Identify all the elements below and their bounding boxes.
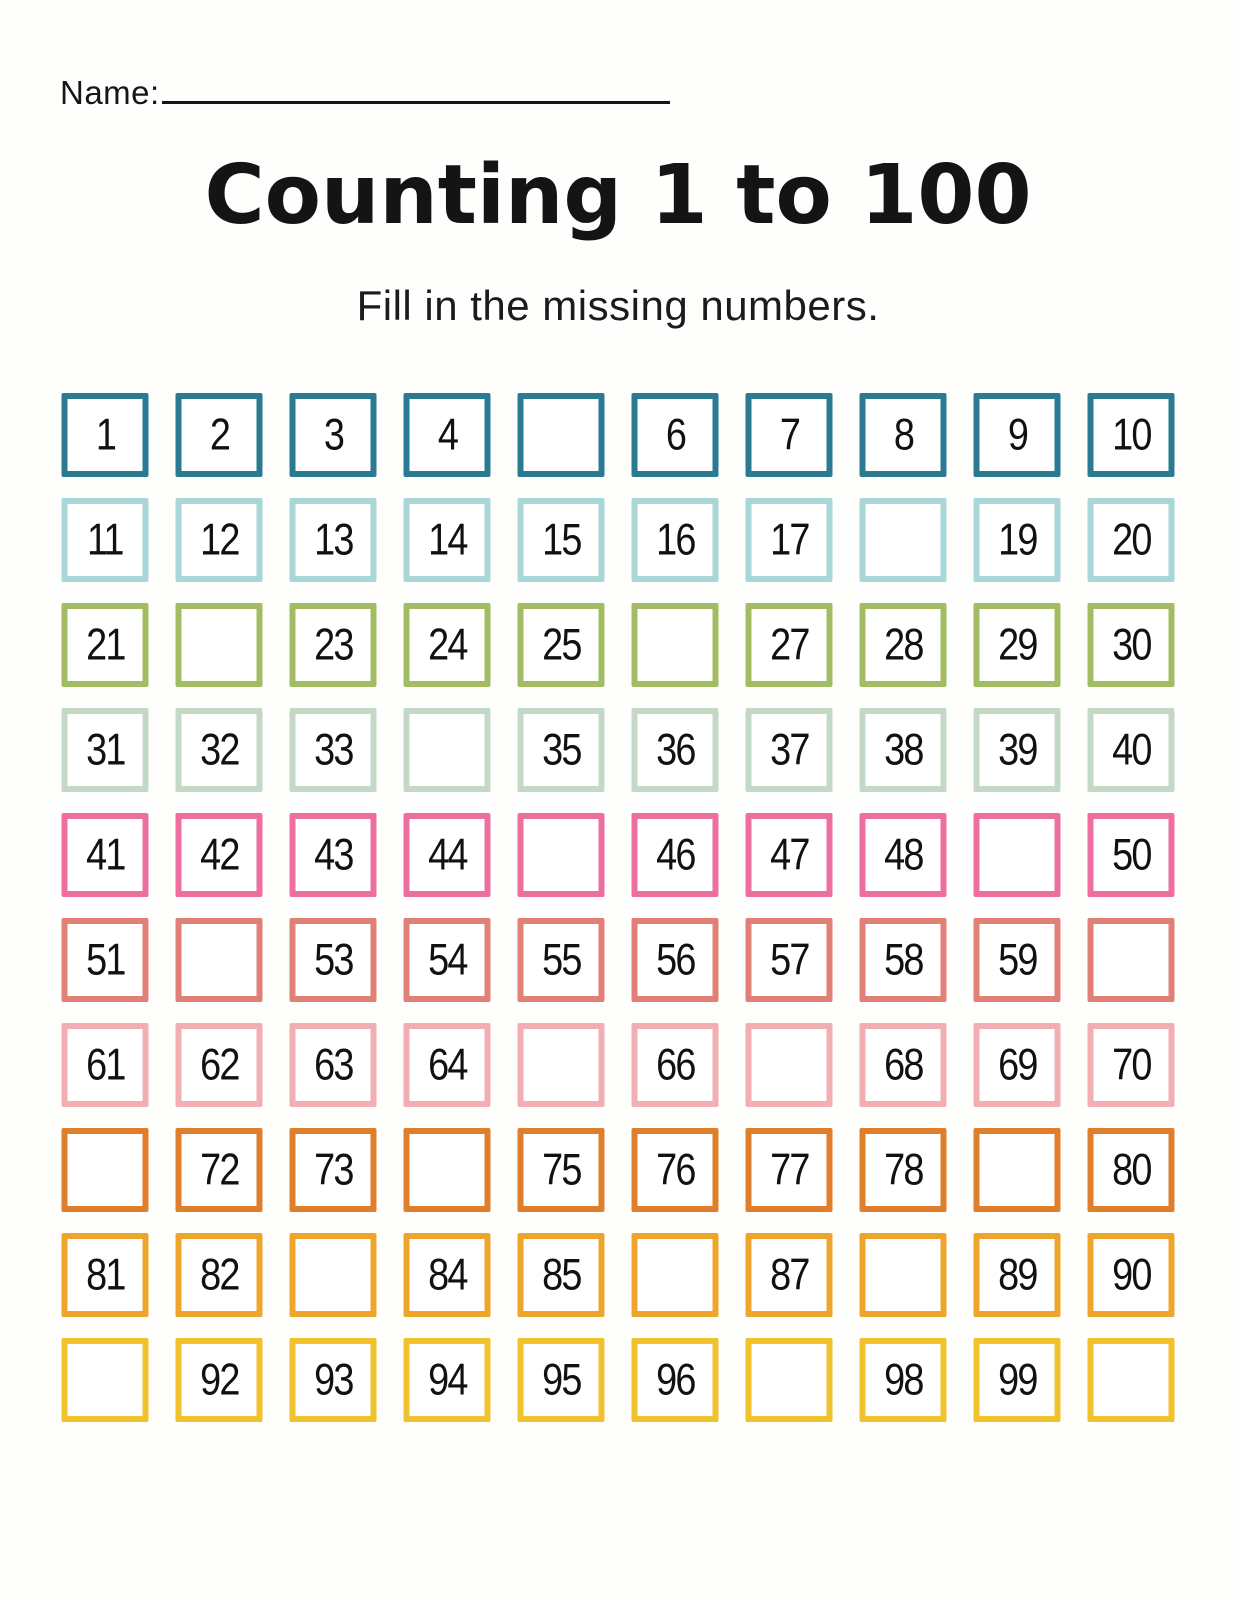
number-value: 41 bbox=[85, 829, 125, 880]
number-value: 9 bbox=[1007, 409, 1027, 460]
number-value: 15 bbox=[541, 514, 581, 565]
number-box bbox=[860, 918, 947, 1002]
number-box bbox=[632, 498, 719, 582]
number-value: 21 bbox=[85, 619, 125, 670]
number-box bbox=[290, 393, 377, 477]
number-value: 11 bbox=[87, 514, 123, 565]
number-box bbox=[62, 393, 149, 477]
number-box bbox=[746, 708, 833, 792]
missing-number-box[interactable] bbox=[518, 1023, 605, 1107]
missing-number-box[interactable] bbox=[974, 813, 1061, 897]
worksheet-title: Counting 1 to 100 bbox=[204, 148, 1032, 243]
number-box bbox=[62, 918, 149, 1002]
missing-number-box[interactable] bbox=[632, 603, 719, 687]
number-value: 84 bbox=[427, 1249, 467, 1300]
number-box bbox=[404, 498, 491, 582]
number-box bbox=[632, 708, 719, 792]
number-value: 38 bbox=[883, 724, 923, 775]
number-box bbox=[746, 393, 833, 477]
number-value: 77 bbox=[769, 1144, 809, 1195]
number-value: 89 bbox=[997, 1249, 1037, 1300]
number-box bbox=[404, 603, 491, 687]
number-box bbox=[62, 708, 149, 792]
number-box bbox=[404, 393, 491, 477]
number-box bbox=[974, 1023, 1061, 1107]
number-value: 46 bbox=[655, 829, 695, 880]
number-box bbox=[1088, 498, 1175, 582]
number-box bbox=[290, 813, 377, 897]
number-box bbox=[404, 1338, 491, 1422]
number-box bbox=[860, 1023, 947, 1107]
number-box bbox=[860, 813, 947, 897]
number-box bbox=[746, 1233, 833, 1317]
name-row bbox=[60, 70, 670, 112]
number-value: 13 bbox=[313, 514, 353, 565]
number-box bbox=[62, 498, 149, 582]
number-value: 90 bbox=[1111, 1249, 1151, 1300]
number-value: 42 bbox=[199, 829, 239, 880]
missing-number-box[interactable] bbox=[176, 603, 263, 687]
number-value: 19 bbox=[997, 514, 1037, 565]
number-value: 31 bbox=[85, 724, 125, 775]
number-value: 37 bbox=[769, 724, 809, 775]
number-box bbox=[974, 918, 1061, 1002]
number-box bbox=[974, 603, 1061, 687]
number-value: 12 bbox=[199, 514, 239, 565]
missing-number-box[interactable] bbox=[746, 1338, 833, 1422]
number-value: 78 bbox=[883, 1144, 923, 1195]
missing-number-box[interactable] bbox=[176, 918, 263, 1002]
number-box bbox=[176, 813, 263, 897]
number-box bbox=[974, 1233, 1061, 1317]
number-box bbox=[404, 1023, 491, 1107]
number-value: 80 bbox=[1111, 1144, 1151, 1195]
number-box bbox=[860, 603, 947, 687]
number-box bbox=[290, 498, 377, 582]
number-value: 81 bbox=[85, 1249, 125, 1300]
missing-number-box[interactable] bbox=[404, 708, 491, 792]
number-box bbox=[746, 603, 833, 687]
number-box bbox=[518, 918, 605, 1002]
number-box bbox=[974, 708, 1061, 792]
number-box bbox=[1088, 603, 1175, 687]
missing-number-box[interactable] bbox=[860, 498, 947, 582]
missing-number-box[interactable] bbox=[404, 1128, 491, 1212]
number-value: 57 bbox=[769, 934, 809, 985]
number-value: 8 bbox=[893, 409, 913, 460]
number-value: 36 bbox=[655, 724, 695, 775]
number-box bbox=[746, 1128, 833, 1212]
number-box bbox=[518, 1128, 605, 1212]
number-box bbox=[290, 1338, 377, 1422]
missing-number-box[interactable] bbox=[62, 1128, 149, 1212]
missing-number-box[interactable] bbox=[518, 813, 605, 897]
missing-number-box[interactable] bbox=[860, 1233, 947, 1317]
number-grid bbox=[62, 393, 1175, 1422]
number-box bbox=[746, 918, 833, 1002]
number-box bbox=[1088, 1128, 1175, 1212]
number-box bbox=[290, 603, 377, 687]
number-value: 1 bbox=[95, 409, 115, 460]
number-value: 68 bbox=[883, 1039, 923, 1090]
number-value: 6 bbox=[665, 409, 685, 460]
missing-number-box[interactable] bbox=[1088, 918, 1175, 1002]
number-box bbox=[1088, 393, 1175, 477]
number-value: 24 bbox=[427, 619, 467, 670]
number-value: 82 bbox=[199, 1249, 239, 1300]
number-value: 99 bbox=[997, 1354, 1037, 1405]
number-value: 53 bbox=[313, 934, 353, 985]
missing-number-box[interactable] bbox=[518, 393, 605, 477]
number-value: 87 bbox=[769, 1249, 809, 1300]
number-value: 54 bbox=[427, 934, 467, 985]
number-box bbox=[176, 393, 263, 477]
name-label: Name: bbox=[60, 74, 160, 111]
number-box bbox=[746, 498, 833, 582]
number-box bbox=[176, 498, 263, 582]
number-box bbox=[1088, 1233, 1175, 1317]
number-value: 39 bbox=[997, 724, 1037, 775]
number-value: 62 bbox=[199, 1039, 239, 1090]
number-value: 16 bbox=[655, 514, 695, 565]
number-value: 27 bbox=[769, 619, 809, 670]
number-value: 10 bbox=[1111, 409, 1151, 460]
number-value: 7 bbox=[779, 409, 799, 460]
number-value: 96 bbox=[655, 1354, 695, 1405]
number-box bbox=[1088, 1023, 1175, 1107]
number-value: 92 bbox=[199, 1354, 239, 1405]
number-box bbox=[632, 393, 719, 477]
number-value: 44 bbox=[427, 829, 467, 880]
number-box bbox=[290, 1023, 377, 1107]
number-value: 20 bbox=[1111, 514, 1151, 565]
missing-number-box[interactable] bbox=[62, 1338, 149, 1422]
number-value: 69 bbox=[997, 1039, 1037, 1090]
number-value: 4 bbox=[437, 409, 457, 460]
number-box bbox=[632, 1338, 719, 1422]
number-box bbox=[176, 1128, 263, 1212]
name-fill-line[interactable] bbox=[162, 70, 670, 104]
number-box bbox=[632, 918, 719, 1002]
missing-number-box[interactable] bbox=[632, 1233, 719, 1317]
number-value: 70 bbox=[1111, 1039, 1151, 1090]
number-box bbox=[518, 1233, 605, 1317]
number-value: 14 bbox=[427, 514, 467, 565]
number-box bbox=[974, 393, 1061, 477]
number-value: 40 bbox=[1111, 724, 1151, 775]
number-box bbox=[62, 813, 149, 897]
number-value: 64 bbox=[427, 1039, 467, 1090]
number-value: 61 bbox=[85, 1039, 125, 1090]
number-value: 66 bbox=[655, 1039, 695, 1090]
number-box bbox=[860, 708, 947, 792]
number-value: 58 bbox=[883, 934, 923, 985]
number-box bbox=[518, 708, 605, 792]
number-value: 35 bbox=[541, 724, 581, 775]
number-value: 2 bbox=[209, 409, 229, 460]
number-value: 51 bbox=[85, 934, 125, 985]
number-box bbox=[404, 813, 491, 897]
number-value: 25 bbox=[541, 619, 581, 670]
number-value: 43 bbox=[313, 829, 353, 880]
number-value: 48 bbox=[883, 829, 923, 880]
number-value: 50 bbox=[1111, 829, 1151, 880]
worksheet-instructions: Fill in the missing numbers. bbox=[356, 282, 880, 329]
number-value: 75 bbox=[541, 1144, 581, 1195]
number-box bbox=[290, 918, 377, 1002]
number-box bbox=[518, 603, 605, 687]
number-box bbox=[746, 813, 833, 897]
number-box bbox=[290, 1128, 377, 1212]
number-box bbox=[632, 1023, 719, 1107]
number-value: 55 bbox=[541, 934, 581, 985]
number-value: 94 bbox=[427, 1354, 467, 1405]
number-value: 28 bbox=[883, 619, 923, 670]
number-value: 29 bbox=[997, 619, 1037, 670]
missing-number-box[interactable] bbox=[746, 1023, 833, 1107]
number-box bbox=[62, 603, 149, 687]
number-value: 56 bbox=[655, 934, 695, 985]
number-box bbox=[632, 1128, 719, 1212]
number-box bbox=[290, 708, 377, 792]
number-value: 85 bbox=[541, 1249, 581, 1300]
number-value: 95 bbox=[541, 1354, 581, 1405]
number-box bbox=[860, 1338, 947, 1422]
number-box bbox=[974, 498, 1061, 582]
number-box bbox=[176, 708, 263, 792]
number-value: 32 bbox=[199, 724, 239, 775]
number-value: 59 bbox=[997, 934, 1037, 985]
number-value: 63 bbox=[313, 1039, 353, 1090]
number-box bbox=[632, 813, 719, 897]
number-box bbox=[518, 1338, 605, 1422]
number-box bbox=[176, 1233, 263, 1317]
number-box bbox=[1088, 708, 1175, 792]
number-box bbox=[404, 1233, 491, 1317]
missing-number-box[interactable] bbox=[974, 1128, 1061, 1212]
number-value: 17 bbox=[769, 514, 809, 565]
number-box bbox=[176, 1023, 263, 1107]
number-box bbox=[518, 498, 605, 582]
number-value: 73 bbox=[313, 1144, 353, 1195]
number-value: 98 bbox=[883, 1354, 923, 1405]
missing-number-box[interactable] bbox=[1088, 1338, 1175, 1422]
number-box bbox=[860, 1128, 947, 1212]
number-box bbox=[62, 1233, 149, 1317]
number-value: 33 bbox=[313, 724, 353, 775]
missing-number-box[interactable] bbox=[290, 1233, 377, 1317]
number-value: 23 bbox=[313, 619, 353, 670]
number-value: 76 bbox=[655, 1144, 695, 1195]
number-value: 47 bbox=[769, 829, 809, 880]
number-box bbox=[1088, 813, 1175, 897]
number-box bbox=[404, 918, 491, 1002]
number-box bbox=[860, 393, 947, 477]
number-box bbox=[62, 1023, 149, 1107]
number-value: 72 bbox=[199, 1144, 239, 1195]
number-value: 3 bbox=[323, 409, 343, 460]
number-box bbox=[974, 1338, 1061, 1422]
number-box bbox=[176, 1338, 263, 1422]
number-value: 93 bbox=[313, 1354, 353, 1405]
number-value: 30 bbox=[1111, 619, 1151, 670]
